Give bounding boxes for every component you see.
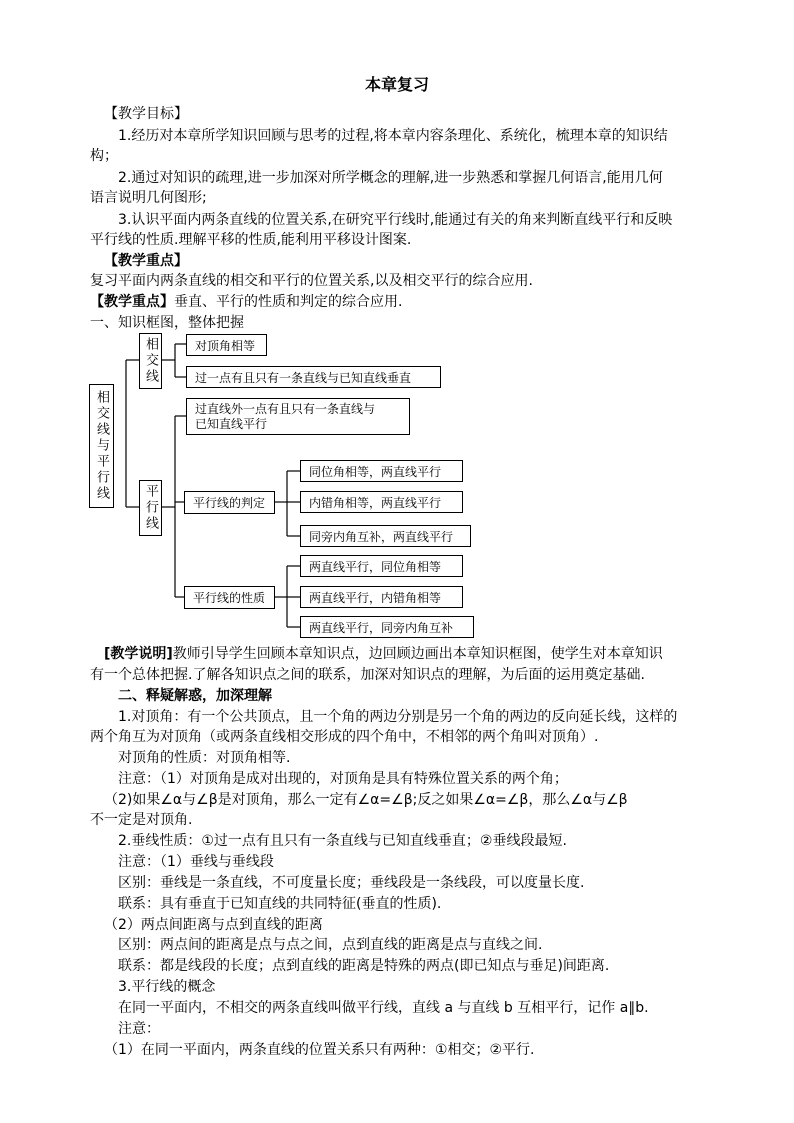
goal-2-line-2: 语言说明几何图形;: [90, 190, 207, 206]
diagram-judge-box: 平行线的判定: [184, 491, 275, 514]
body-line: 对顶角的性质：对顶角相等.: [118, 750, 291, 766]
body-line: 联系：都是线段的长度；点到直线的距离是特殊的两点(即已知点与垂足)间距离.: [118, 958, 610, 974]
goal-3-line-1: 3.认识平面内两条直线的位置关系,在研究平行线时,能通过有关的角来判断直线平行和反映: [118, 212, 673, 228]
body-line: 区别：垂线是一条直线，不可度量长度；垂线段是一条线段，可以度量长度.: [118, 875, 585, 891]
explain-line-1: [教学说明]教师引导学生回顾本章知识点，边回顾边画出本章知识框图，使学生对本章知识: [104, 646, 663, 662]
diagram-judge-item-3: 同旁内角互补，两直线平行: [300, 525, 471, 547]
body-line: 区别：两点间的距离是点与点之间，点到直线的距离是点与直线之间.: [118, 937, 543, 953]
diagram-parallel-label: 平行线: [143, 484, 158, 532]
diagram-judge-item-1: 同位角相等，两直线平行: [300, 460, 463, 482]
diagram-root-box: [89, 384, 114, 508]
body-line: 注意：（1）垂线与垂线段: [118, 854, 274, 870]
body-line: 3.平行线的概念: [118, 979, 216, 995]
body-line: 联系：具有垂直于已知直线的共同特征(垂直的性质).: [118, 896, 442, 912]
goal-1-line-1: 1.经历对本章所学知识回顾与思考的过程,将本章内容条理化、系统化，梳理本章的知识结: [118, 128, 668, 144]
diagram-root-label: 相交线与平行线: [94, 390, 109, 502]
diagram-prop-box: 平行线的性质: [184, 586, 275, 609]
goal-3-line-2: 平行线的性质.理解平移的性质,能利用平移设计图案.: [90, 232, 412, 248]
diagram-intersect-item-1: 对顶角相等: [186, 334, 267, 356]
key-heading-2: 【教学重点】: [90, 294, 174, 310]
body-line: （2)如果∠α与∠β是对顶角，那么一定有∠α=∠β;反之如果∠α=∠β，那么∠α与∠β: [104, 792, 628, 808]
body-line: 注意：（1）对顶角是成对出现的，对顶角是具有特殊位置关系的两个角；: [118, 771, 568, 787]
key-heading-1: 【教学重点】: [104, 253, 188, 269]
explain-line-2: 有一个总体把握.了解各知识点之间的联系，加深对知识点的理解，为后面的运用奠定基础.: [90, 667, 645, 683]
body-line: 在同一平面内，不相交的两条直线叫做平行线，直线 a 与直线 b 互相平行，记作 a∥b.: [118, 1000, 649, 1016]
diagram-prop-item-2: 两直线平行，内错角相等: [300, 586, 463, 608]
diagram-intersect-item-2: 过一点有且只有一条直线与已知直线垂直: [186, 366, 441, 388]
body-line: 不一定是对顶角.: [90, 812, 193, 828]
goals-heading: 【教学目标】: [104, 106, 188, 122]
explain-heading: [教学说明]: [104, 646, 173, 662]
body-line: 两个角互为对顶角（或两条直线相交形成的四个角中，不相邻的两个角叫对顶角）.: [90, 729, 599, 745]
diagram-judge-item-2: 内错角相等，两直线平行: [300, 491, 463, 513]
body-line: （2）两点间距离与点到直线的距离: [104, 917, 323, 933]
goal-2-line-1: 2.通过对知识的疏理,进一步加深对所学概念的理解,进一步熟悉和掌握几何语言,能用几何: [118, 170, 663, 186]
diagram-parallel-axiom: 过直线外一点有且只有一条直线与 已知直线平行: [186, 398, 410, 435]
diagram-prop-item-1: 两直线平行，同位角相等: [300, 555, 463, 577]
body-line: 1.对顶角：有一个公共顶点，且一个角的两边分别是另一个角的两边的反向延长线，这样的: [118, 709, 678, 725]
section-1-heading: 一、知识框图，整体把握: [90, 315, 244, 331]
goal-1-line-2: 构；: [90, 148, 118, 164]
diagram-prop-item-3: 两直线平行，同旁内角互补: [300, 616, 474, 638]
diagram-intersect-label: 相交线: [143, 337, 158, 385]
section-2-heading: 二、释疑解惑，加深理解: [118, 688, 272, 704]
key-text-2: 垂直、平行的性质和判定的综合应用.: [174, 294, 403, 310]
body-line: （1）在同一平面内，两条直线的位置关系只有两种：①相交；②平行.: [104, 1042, 535, 1058]
body-line: 注意：: [118, 1021, 160, 1037]
page-title: 本章复习: [364, 75, 429, 94]
diagram-intersect-box: [139, 333, 162, 389]
body-line: 2.垂线性质：①过一点有且只有一条直线与已知直线垂直；②垂线段最短.: [118, 833, 567, 849]
key-text-1: 复习平面内两条直线的相交和平行的位置关系,以及相交平行的综合应用.: [90, 273, 533, 289]
diagram-parallel-box: [139, 480, 162, 536]
